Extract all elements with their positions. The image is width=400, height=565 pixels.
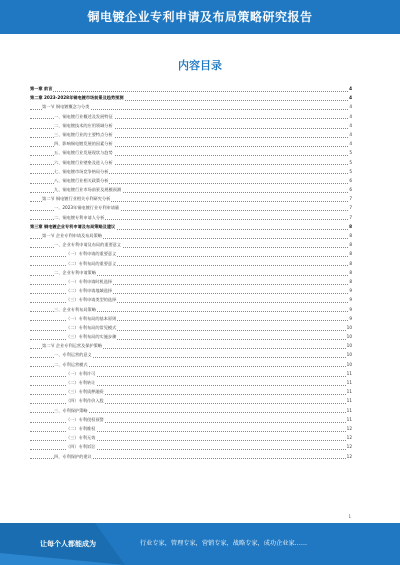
toc-entry[interactable] xyxy=(30,130,352,139)
toc-entry-title: 第三章 铜电镀企业专利申请及布局策略及建议 xyxy=(30,223,116,229)
toc-entry[interactable] xyxy=(30,378,352,387)
toc-entry-page: 5 xyxy=(349,159,352,165)
toc-entry-title: （二）专利申请地域选择 xyxy=(66,288,113,294)
toc-entry[interactable] xyxy=(30,323,352,332)
toc-entry-title: 六、铜电镀行业壁垒及进入分析 xyxy=(54,159,113,165)
toc-entry-page: 9 xyxy=(349,315,352,321)
toc-entry[interactable] xyxy=(30,213,352,222)
toc-entry-page: 10 xyxy=(346,334,352,340)
toc-entry-title: 八、铜电镀行业相关政策分析 xyxy=(54,177,109,183)
toc-entry-title: 一、专利运营的意义 xyxy=(54,352,92,358)
toc-entry[interactable] xyxy=(30,387,352,396)
toc-entry-title: 四、专利保护的建议 xyxy=(54,453,92,459)
toc-entry[interactable] xyxy=(30,102,352,111)
toc-entry-page: 8 xyxy=(349,233,352,238)
toc-entry[interactable] xyxy=(30,295,352,304)
toc-entry[interactable] xyxy=(30,350,352,359)
toc-entry[interactable] xyxy=(30,139,352,148)
toc-entry-title: （四）专利作价入股 xyxy=(66,398,104,404)
toc-entry[interactable] xyxy=(30,433,352,442)
toc-entry-page: 11 xyxy=(346,398,352,404)
table-of-contents xyxy=(30,84,352,461)
toc-entry-page: 5 xyxy=(349,150,352,156)
toc-entry-page: 8 xyxy=(349,242,352,248)
toc-entry-page: 4 xyxy=(349,95,352,101)
toc-entry-title: 第一节 企业专利申请及布局策略 xyxy=(42,233,102,238)
footer-slogan: 让每个人都能成为 xyxy=(40,540,96,548)
toc-entry-title: 二、专利运营模式 xyxy=(54,361,88,367)
toc-entry-page: 5 xyxy=(349,168,352,174)
toc-entry[interactable] xyxy=(30,148,352,157)
toc-entry-title: 二、铜电镀技术的应用领域分析 xyxy=(54,122,113,128)
toc-entry-title: 第一节 铜电镀概念与分类 xyxy=(42,104,90,110)
toc-entry-title: （三）专利无效 xyxy=(66,435,96,441)
toc-entry[interactable] xyxy=(30,231,352,240)
toc-title: 内容目录 xyxy=(178,59,222,72)
toc-entry-title: 七、铜电镀市场竞争格局分析 xyxy=(54,168,109,174)
toc-entry-title: （三）专利布局的实施步骤 xyxy=(66,334,117,340)
toc-entry-page: 8 xyxy=(349,278,352,284)
toc-entry-title: （二）专利布局的重要意义 xyxy=(66,260,117,266)
toc-entry-title: 一、企业专利申请及布局的重要意义 xyxy=(54,242,122,248)
toc-entry-title: 第一章 前言 xyxy=(30,86,53,91)
toc-entry-title: （一）专利布局的基本原则 xyxy=(66,315,117,321)
toc-entry[interactable] xyxy=(30,424,352,433)
toc-entry-title: 三、企业专利布局策略 xyxy=(54,306,96,312)
toc-entry-page: 8 xyxy=(349,251,352,257)
toc-entry-title: （一）专利侵权预警 xyxy=(66,416,104,422)
toc-entry-title: （二）专利维权 xyxy=(66,425,96,431)
toc-entry-page: 10 xyxy=(346,324,352,330)
toc-entry[interactable] xyxy=(30,442,352,451)
toc-entry-page: 9 xyxy=(349,297,352,303)
toc-entry-page: 12 xyxy=(346,435,352,441)
footer-tagline: 行业专家，管理专家，营销专家，战略专家，成功企业家…… xyxy=(140,540,308,547)
toc-entry-title: 第二节 铜电镀行业相关专利研究分析 xyxy=(42,196,111,202)
toc-entry-page: 7 xyxy=(349,205,352,211)
toc-entry[interactable] xyxy=(30,185,352,194)
toc-entry[interactable] xyxy=(30,369,352,378)
toc-entry-page: 11 xyxy=(346,416,352,422)
toc-entry-page: 4 xyxy=(349,113,352,119)
toc-entry[interactable] xyxy=(30,341,352,350)
toc-entry-page: 4 xyxy=(349,104,352,110)
toc-entry-page: 10 xyxy=(346,343,352,349)
toc-entry-page: 11 xyxy=(346,389,352,395)
toc-entry-page: 11 xyxy=(346,370,352,376)
toc-entry[interactable] xyxy=(30,277,352,286)
toc-entry-title: 第二节 企业专利运营及保护策略 xyxy=(42,343,102,349)
toc-entry[interactable] xyxy=(30,396,352,405)
toc-entry[interactable] xyxy=(30,249,352,258)
page-number: 1 xyxy=(348,514,351,519)
toc-entry-page: 4 xyxy=(349,141,352,147)
toc-entry-page: 6 xyxy=(349,187,352,193)
toc-entry-title: （三）专利质押融资 xyxy=(66,389,104,395)
toc-entry[interactable] xyxy=(30,93,352,102)
report-title: 铜电镀企业专利申请及布局策略研究报告 xyxy=(87,10,313,24)
toc-entry[interactable] xyxy=(30,305,352,314)
toc-entry-page: 11 xyxy=(346,407,352,413)
toc-entry-title: （二）专利布局的常见模式 xyxy=(66,324,117,330)
toc-entry[interactable] xyxy=(30,332,352,341)
toc-entry-title: （三）专利申请类型的选择 xyxy=(66,297,117,303)
toc-entry-title: 第二章 2023-2028年铜电镀市场前景及趋势预测 xyxy=(30,95,124,101)
toc-entry-page: 8 xyxy=(349,260,352,266)
toc-entry[interactable] xyxy=(30,314,352,323)
toc-entry[interactable] xyxy=(30,158,352,167)
toc-entry-page: 9 xyxy=(349,306,352,312)
toc-entry-page: 9 xyxy=(349,288,352,294)
toc-entry[interactable] xyxy=(30,452,352,461)
toc-entry-title: （一）专利申请时机选择 xyxy=(66,278,113,284)
toc-entry-page: 10 xyxy=(346,361,352,367)
toc-entry-page: 11 xyxy=(346,380,352,385)
toc-entry-title: 二、企业专利申请策略 xyxy=(54,269,96,275)
toc-entry-title: 一、铜电镀行业概述及发展特征 xyxy=(54,113,113,119)
toc-entry[interactable] xyxy=(30,240,352,249)
toc-entry-title: 一、2023年铜电镀行业专利申请量 xyxy=(54,205,120,211)
toc-entry-title: 九、铜电镀行业市场前景及规模预测 xyxy=(54,187,122,193)
toc-entry-title: 四、影响铜电镀发展的因素分析 xyxy=(54,141,113,147)
toc-entry[interactable] xyxy=(30,167,352,176)
toc-entry-title: （二）专利转让 xyxy=(66,380,96,385)
toc-entry[interactable] xyxy=(30,203,352,212)
toc-entry[interactable] xyxy=(30,222,352,231)
toc-entry-page: 4 xyxy=(349,131,352,137)
toc-entry-page: 12 xyxy=(346,453,352,459)
toc-entry-title: （一）专利申请的重要意义 xyxy=(66,251,117,257)
toc-entry-title: （一）专利许可 xyxy=(66,370,96,376)
toc-entry[interactable] xyxy=(30,259,352,268)
toc-entry[interactable] xyxy=(30,406,352,415)
toc-entry[interactable] xyxy=(30,176,352,185)
toc-entry[interactable] xyxy=(30,360,352,369)
toc-entry[interactable] xyxy=(30,415,352,424)
toc-entry-title: 二、铜电镀专利申请人分析 xyxy=(54,214,105,220)
toc-entry-page: 7 xyxy=(349,196,352,202)
toc-entry-page: 6 xyxy=(349,177,352,183)
toc-entry[interactable] xyxy=(30,286,352,295)
toc-entry-page: 8 xyxy=(349,223,352,229)
toc-entry[interactable] xyxy=(30,268,352,277)
toc-entry[interactable] xyxy=(30,84,352,93)
toc-entry-page: 8 xyxy=(349,269,352,275)
toc-entry-page: 4 xyxy=(349,86,352,91)
toc-entry-page: 10 xyxy=(346,352,352,358)
toc-entry-title: 三、专利保护策略 xyxy=(54,407,88,413)
toc-entry[interactable] xyxy=(30,112,352,121)
footer-band xyxy=(0,523,400,565)
toc-entry-page: 7 xyxy=(349,214,352,220)
toc-entry-page: 12 xyxy=(346,444,352,450)
toc-entry[interactable] xyxy=(30,194,352,203)
toc-entry-title: （四）专利诉讼 xyxy=(66,444,96,450)
toc-entry[interactable] xyxy=(30,121,352,130)
toc-entry-title: 五、铜电镀行业发展现状与趋势 xyxy=(54,150,113,156)
toc-entry-title: 三、铜电镀行业的主要特点分析 xyxy=(54,131,113,137)
toc-entry-page: 12 xyxy=(346,425,352,431)
toc-entry-page: 4 xyxy=(349,122,352,128)
